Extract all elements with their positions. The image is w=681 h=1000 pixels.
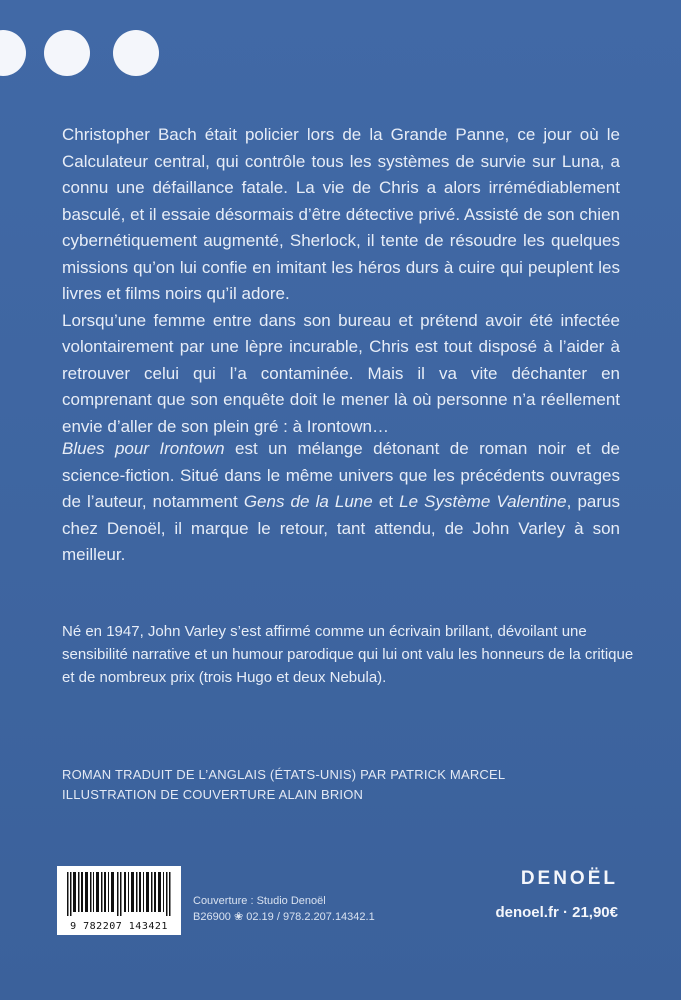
- illustration-credit: ILLUSTRATION DE COUVERTURE ALAIN BRION: [62, 787, 364, 802]
- book-title: Blues pour Irontown: [62, 439, 225, 458]
- translation-credit: ROMAN TRADUIT DE L’ANGLAIS (ÉTATS-UNIS) PAR PATRICK MARCEL: [62, 767, 506, 782]
- author-bio: Né en 1947, John Varley s’est affirmé comme un écrivain brillant, dévoilant une sensibilité narrative et un humour parodique qui lui ont valu les honneurs de la critique et de nombreux prix (trois Hugo et deux Nebula).: [62, 623, 634, 686]
- related-title-1: Gens de la Lune: [243, 492, 373, 511]
- website-price: denoel.fr · 21,90€: [495, 904, 618, 921]
- promo-paragraph: [62, 436, 620, 569]
- credits: [62, 765, 505, 805]
- dot-icon: [0, 30, 26, 76]
- promo-text-part: , parus chez Denoël, il marque le retour, tant attendu, de John Varley à son meilleur.: [62, 492, 620, 564]
- decorative-dots: [0, 30, 200, 76]
- promo-text-part: est un mélange détonant de roman noir et de science-fiction. Situé dans le même univers que les précédents ouvrages de l’auteur, notamment: [62, 439, 621, 511]
- related-title-2: Le Système Valentine: [399, 492, 567, 511]
- promo-text-part: et: [372, 492, 400, 511]
- barcode: [57, 866, 181, 935]
- publisher-logo: DENOËL: [520, 868, 618, 889]
- synopsis-paragraph-2: Lorsqu’une femme entre dans son bureau et prétend avoir été infectée volontairement par une lèpre incurable, Chris est tout disposé à l’aider à retrouver celui qui l’a contaminée. Mais il va vite déchanter en comprenant que son enquête doit le mener là où personne n’a réellement envie d’aller de son plein gré : à Irontown…: [62, 310, 620, 436]
- barcode-digits: 9 782207 143421: [70, 921, 168, 932]
- dot-icon: [44, 30, 90, 76]
- synopsis-paragraph-1: Christopher Bach était policier lors de la Grande Panne, ce jour où le Calculateur central, qui contrôle tous les systèmes de survie sur Luna, a connu une défaillance fatale. La vie de Chris a alors irrémédiablement basculé, et il essaie désormais d’être détective privé. Assisté de son chien cybernétiquement augmenté, Sherlock, il tente de résoudre les quelques missions qu’on lui confie en imitant les héros durs à cuire qui peuplent les livres et films noirs qu’il adore.: [62, 125, 620, 303]
- cover-credit: Couverture : Studio Denoël: [193, 895, 326, 907]
- dot-icon: [113, 30, 159, 76]
- synopsis: [62, 122, 620, 440]
- isbn-line: B26900 ❀ 02.19 / 978.2.207.14342.1: [193, 911, 375, 923]
- barcode-bars-icon: [67, 872, 173, 916]
- promo-text: [62, 436, 620, 569]
- cover-info: [193, 893, 375, 925]
